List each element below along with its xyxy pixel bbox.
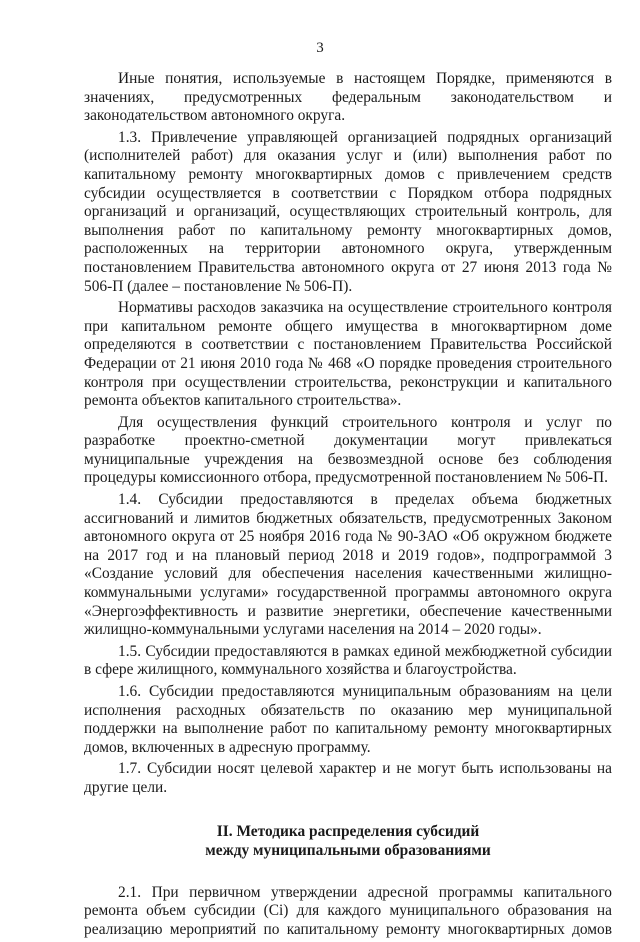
paragraph-1-5: 1.5. Субсидии предоставляются в рамках единой межбюджетной субсидии в сфере жилищного, коммунального хозяйства и благоустройства.: [84, 642, 612, 679]
section-heading-line-1: II. Методика распределения субсидий: [216, 822, 480, 840]
paragraph-control-norms: Нормативы расходов заказчика на осуществление строительного контроля при капитальном ремонте общего имущества в многоквартирном доме определяются в соответствии с постановлением Правительства Российской Федерации от 21 июня 2010 года № 468 «О порядке проведения строительного контроля при осуществлении строительства, реконструкции и капитального ремонта объектов капитального строительства».: [84, 299, 612, 410]
paragraph-1-7: 1.7. Субсидии носят целевой характер и не могут быть использованы на другие цели.: [84, 760, 612, 796]
page-number: 3: [316, 40, 324, 56]
paragraph-1-4: 1.4. Субсидии предоставляются в пределах объема бюджетных ассигнований и лимитов бюджетных обязательств, предусмотренных Законом автономного округа от 25 ноября 2016 года № 90-ЗАО «Об окружном бюджете на 2017 год и на плановый период 2018 и 2019 годов», подпрограммой 3 «Создание условий для обеспечения населения качественными жилищно-коммунальными услугами» государственной программы автономного округа «Энергоэффективность и развитие энергетики, обеспечение качественными жилищно-коммунальными услугами населения на 2014 – 2020 годы».: [84, 491, 612, 639]
paragraph-1-3: 1.3. Привлечение управляющей организацией подрядных организаций (исполнителей работ) для оказания услуг и (или) выполнения работ по капитальному ремонту многоквартирных домов с привлечением средств субсидии осуществляется в соответствии с Порядком отбора подрядных организаций и организаций, осуществляющих строительный контроль, для выполнения работ по капитальному ремонту многоквартирных домов, расположенных на территории автономного округа, утвержденным постановлением Правительства автономного округа от 27 июня 2013 года № 506-П (далее – постановление № 506-П).: [84, 128, 612, 295]
paragraph-1-6: 1.6. Субсидии предоставляются муниципальным образованиям на цели исполнения расходных обязательств по оказанию мер муниципальной поддержки на выполнение работ по капитальному ремонту многоквартирных домов, включенных в адресную программу.: [84, 683, 612, 756]
paragraph-2-1: 2.1. При первичном утверждении адресной программы капитального ремонта объем субсидии (Ci) для каждого муниципального образования на реализацию мероприятий по капитальному ремонту многоквартирных домов: [84, 883, 612, 938]
document-body: [84, 70, 612, 942]
section-heading-line-2: между муниципальными образованиями: [205, 841, 491, 859]
paragraph-other-terms: Иные понятия, используемые в настоящем Порядке, применяются в значениях, предусмотренных федеральным законодательством и законодательством автономного округа.: [84, 70, 612, 125]
paragraph-municipal-institutions: Для осуществления функций строительного контроля и услуг по разработке проектно-сметной документации могут привлекаться муниципальные учреждения на безвозмездной основе без соблюдения процедуры комиссионного отбора, предусмотренной постановлением № 506-П.: [84, 413, 612, 487]
section-heading: [84, 822, 612, 860]
